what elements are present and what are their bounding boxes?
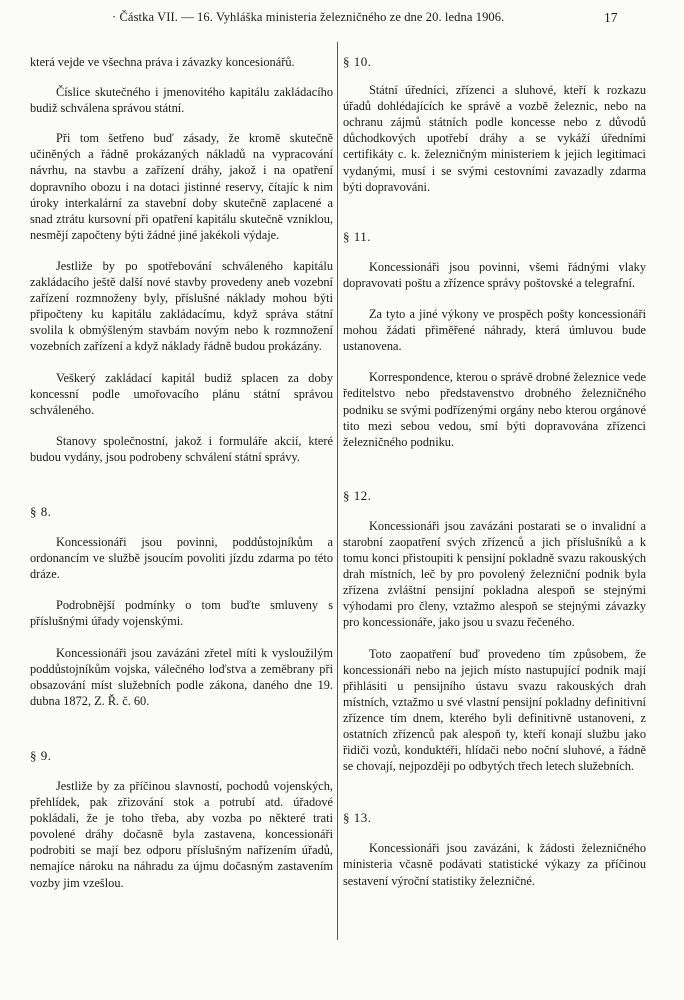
paragraph: Za tyto a jiné výkony ve prospěch pošty koncessionáři mohou žádati přiměřené náhrady, která úmluvou bude ustanovena. — [343, 307, 646, 354]
section-heading: § 13. — [343, 810, 372, 826]
paragraph: která vejde ve všechna práva i závazky koncesionářů. — [30, 55, 295, 69]
section-heading: § 9. — [30, 747, 52, 763]
paragraph: Koncessionáři jsou zavázáni postarati se o invalidní a starobní zaopatření svých zřízenců a jich příslušníků a k tomu konci přistoupiti k pensijní pokladně svazu rakouských drah místních, leč by pro povolený železniční podnik byla zřízena zvláštní pensijní pokladna alespoň se stejnými výhodami pro členy, vztažmo alespoň se stejnými závazky pro koncessionáře, jako jsou u svazu řečeného. — [343, 518, 646, 630]
paragraph: Koncessionáři jsou povinni, všemi řádnými vlaky dopravovati poštu a zřízence správy poštovské a telegrafní. — [343, 259, 646, 290]
column-divider — [337, 42, 338, 940]
section-heading: § 11. — [343, 228, 372, 244]
section-heading: § 12. — [343, 487, 372, 503]
paragraph: Veškerý zakládací kapitál budiž splacen za doby koncessní podle umořovacího plánu státní správou schváleného. — [30, 370, 333, 417]
paragraph: Státní úředníci, zřízenci a sluhové, kteří k rozkazu úřadů dohlédajících ke správě a vozbě železnic, nebo na ochranu zájmů státních podle koncesse nebo z důvodů důchodkových upotřebí dráhy a se vykáží úředními certifikáty c. k. železničným ministeriem k jejich legitimaci vydanými, musí i se svými cestovními zavazadly zdarma býti dopravováni. — [343, 83, 646, 194]
running-header: · Částka VII. — 16. Vyhláška ministeria železničného ze dne 20. ledna 1906. — [112, 10, 505, 24]
paragraph: Korrespondence, kterou o správě drobné železnice vede ředitelstvo nebo představenstvo drobného železničného podniku se svými podřízenými orgány nebo kterou orgánové tito mezi sebou vedou, smí býti dopravována zřízenci železničného podniku. — [343, 370, 646, 449]
paragraph: Číslice skutečného i jmenovitého kapitálu zakládacího budiž schválena správou státní. — [30, 85, 333, 116]
paragraph: Při tom šetřeno buď zásady, že kromě skutečně učiněných a řádně prokázaných nákladů na vypracování návrhu, na stavbu a zařízení dráhy, jakož i na opatření dopravního obozu i na dotaci jistinné reservy, čítajíc k nim úroky interkalární za stavební doby skutečně zaplacené a snad ztrátu kursovní při opatření kapitálu skutečně vzniklou, nesmějí započteny býti žádné jiné jakékoli výdaje. — [30, 131, 333, 242]
paragraph: Jestliže by za příčinou slavností, pochodů vojenských, přehlídek, pak zřizování stok a potrubí atd. úřadové pokládali, že je toho třeba, aby vozba po některé trati povolené dráhy dočasně byla zastavena, koncessionáři podrobiti se mají bez odporu příslušným nařízením úřadů, nemajíce nároku na náhradu za újmu dočasným zastavením vozby jim vzešlou. — [30, 779, 333, 890]
paragraph: Stanovy společnostní, jakož i formuláře akcií, které budou vydány, jsou podrobeny schválení státní správy. — [30, 433, 333, 464]
paragraph: Jestliže by po spotřebování schváleného kapitálu zakládacího ještě další nové stavby provedeny aneb vozební zařízení rozmnoženy byly, příslušné náklady mohou býti připočteny ku kapitálu zakládacímu, když správa státní svolila k obmýšleným stavbám novým nebo k rozmnožení vozebních zařízení a když náklady řádně budou prokázány. — [30, 258, 333, 354]
paragraph: Toto zaopatření buď provedeno tím způsobem, že koncessionáři nebo na jejich místo nastupující podnik mají přihlásiti u pensijního ústavu svazu rakouských drah místních, vztažmo u své vlastní pensijní pokladny definitivní zřízence tím dnem, kterého byli definitivně ustanoveni, z ostatních zřízenců pak alespoň ty, kteří konají službu jako řidiči vozů, konduktéři, hlídači nebo noční sluhové, a řádně se chovají, nejpozději po odbytých třech letech služebních. — [343, 646, 646, 774]
right-column — [343, 54, 646, 889]
left-column — [30, 54, 333, 891]
page-number: 17 — [604, 10, 618, 25]
page-header — [0, 8, 684, 30]
paragraph: Koncessionáři jsou zavázáni zřetel míti k vysloužilým poddůstojníkům vojska, válečného loďstva a zeměbrany při obsazování míst služebních podle zákona, daného dne 19. dubna 1872, Z. Ř. č. 60. — [30, 645, 333, 708]
paragraph: Koncessionáři jsou povinni, poddůstojníkům a ordonancím ve službě jsoucím povoliti jízdu zdarma po této dráze. — [30, 535, 333, 582]
section-heading: § 8. — [30, 503, 52, 519]
paragraph: Podrobnější podmínky o tom buďte smluveny s příslušnými úřady vojenskými. — [30, 598, 333, 629]
paragraph: Koncessionáři jsou zavázáni, k žádosti železničného ministeria včasně podávati statistické výkazy za příčinou sestavení výroční statistiky železničné. — [343, 841, 646, 888]
section-heading: § 10. — [343, 54, 372, 69]
